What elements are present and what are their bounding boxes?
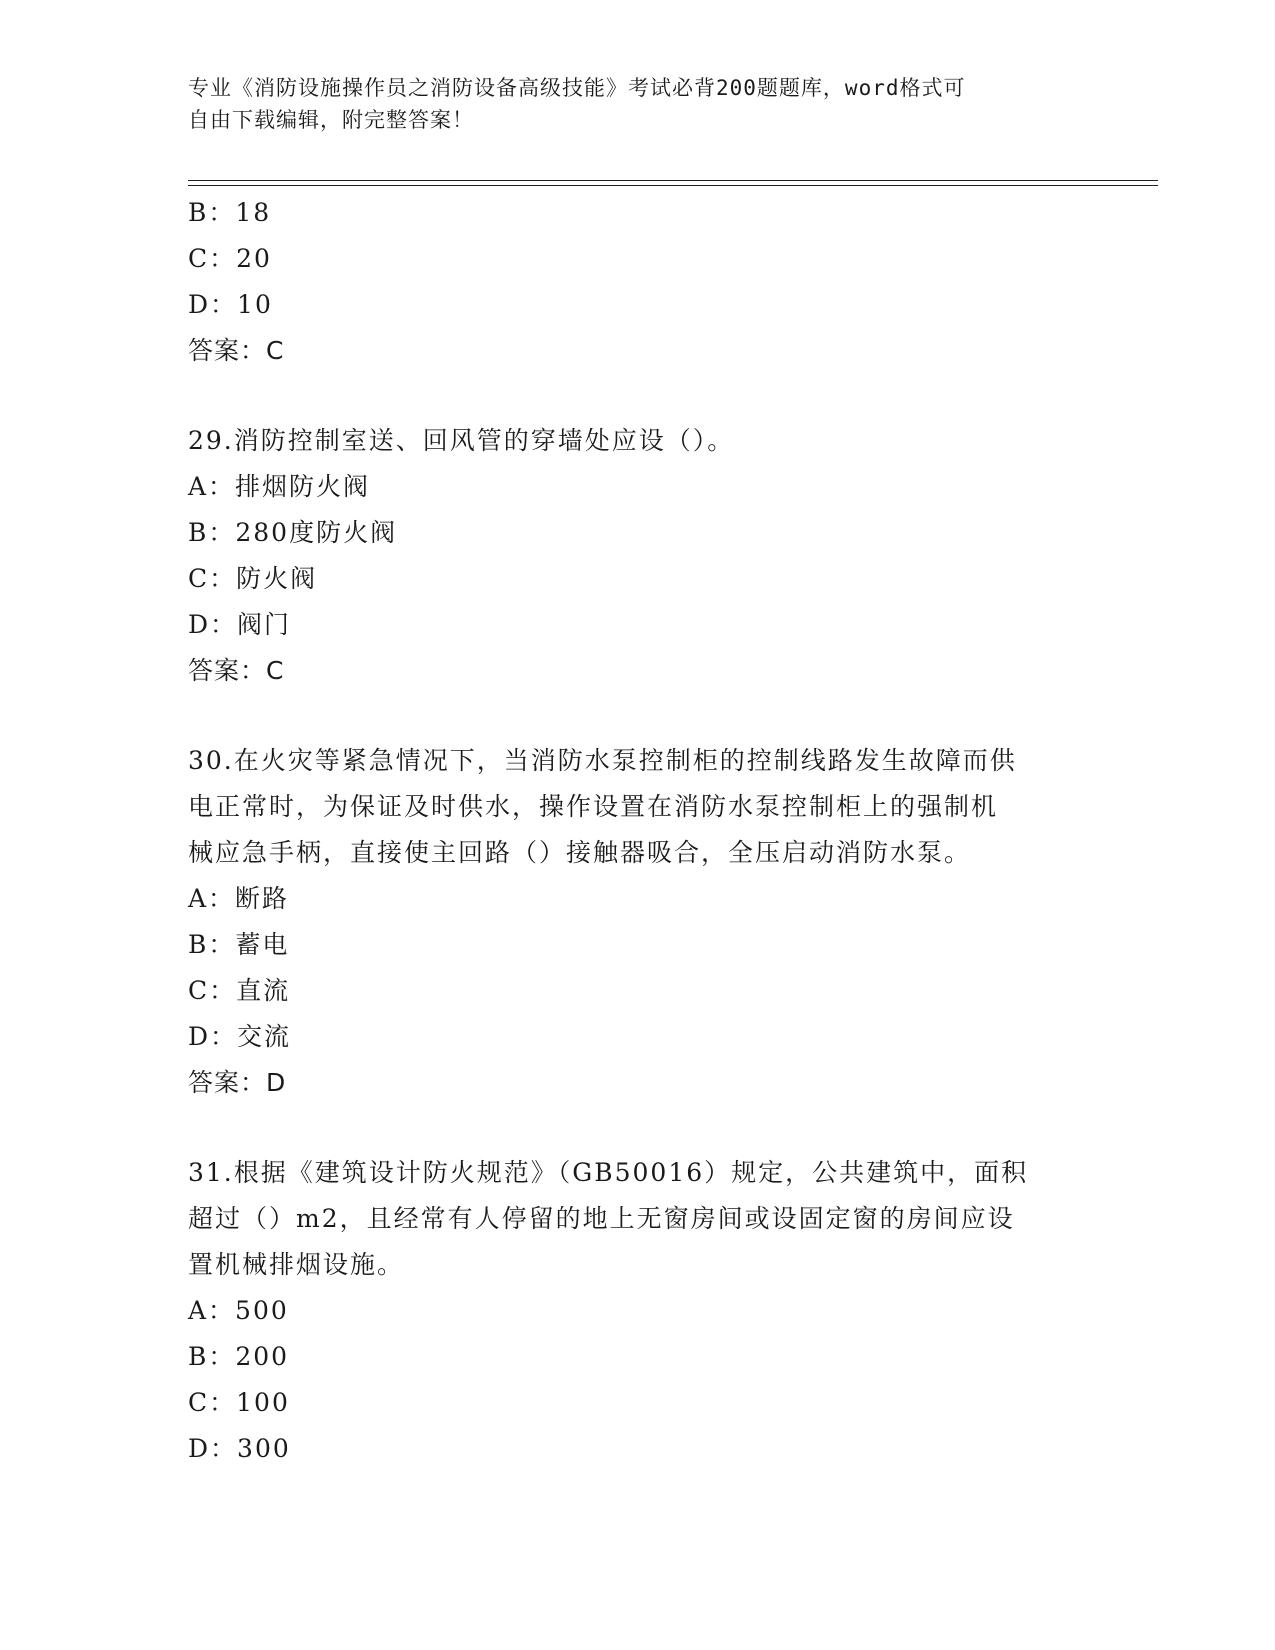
question-30 <box>188 738 1088 1106</box>
option-c: C：直流 <box>188 976 291 1005</box>
question-stem: 电正常时，为保证及时供水，操作设置在消防水泵控制柜上的强制机 <box>188 792 999 821</box>
option-b: B：18 <box>188 198 272 227</box>
header-divider <box>188 180 1158 186</box>
question-stem: 超过（）m2，且经常有人停留的地上无窗房间或设固定窗的房间应设 <box>188 1204 1015 1233</box>
answer: 答案：C <box>188 656 285 685</box>
page-header <box>188 72 1088 136</box>
option-d: D：300 <box>188 1434 291 1463</box>
option-c: C：防火阀 <box>188 564 318 593</box>
option-c: C：100 <box>188 1388 290 1417</box>
question-stem: 31.根据《建筑设计防火规范》（GB50016）规定，公共建筑中，面积 <box>188 1158 1029 1187</box>
header-line: 自由下载编辑，附完整答案！ <box>188 108 474 132</box>
question-stem: 29.消防控制室送、回风管的穿墙处应设（）。 <box>188 426 735 455</box>
question-list <box>188 190 1088 1516</box>
option-d: D：10 <box>188 290 273 319</box>
question-28-continuation <box>188 190 1088 374</box>
question-29 <box>188 418 1088 694</box>
question-stem: 械应急手柄，直接使主回路（）接触器吸合，全压启动消防水泵。 <box>188 838 972 867</box>
option-a: A：断路 <box>188 884 290 913</box>
answer: 答案：D <box>188 1068 287 1097</box>
option-d: D：交流 <box>188 1022 292 1051</box>
question-stem: 置机械排烟设施。 <box>188 1250 405 1279</box>
option-b: B：蓄电 <box>188 930 290 959</box>
option-b: B：280度防火阀 <box>188 518 398 547</box>
header-line: 专业《消防设施操作员之消防设备高级技能》考试必背200题题库，word格式可 <box>188 76 966 100</box>
option-a: A：排烟防火阀 <box>188 472 371 501</box>
question-31 <box>188 1150 1088 1472</box>
question-stem: 30.在火灾等紧急情况下，当消防水泵控制柜的控制线路发生故障而供 <box>188 746 1017 775</box>
option-c: C：20 <box>188 244 272 273</box>
option-d: D：阀门 <box>188 610 292 639</box>
option-b: B：200 <box>188 1342 290 1371</box>
answer: 答案：C <box>188 336 285 365</box>
option-a: A：500 <box>188 1296 289 1325</box>
